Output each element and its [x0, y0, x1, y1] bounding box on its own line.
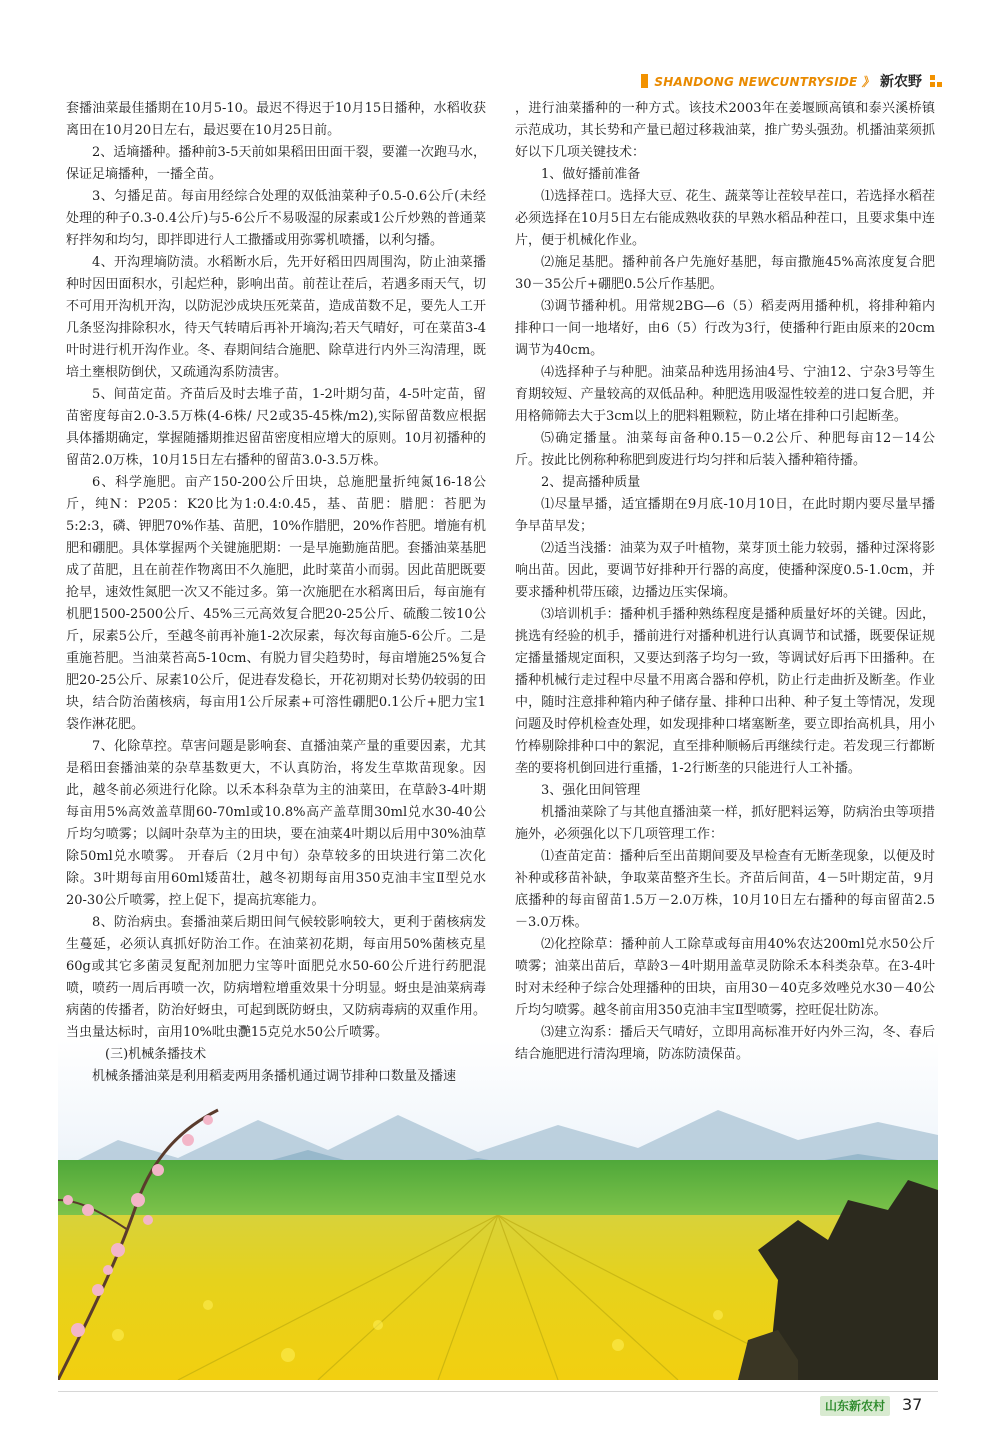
header-title: 新农野: [880, 74, 922, 90]
paragraph: ⑸确定播量。油菜每亩备种0.15－0.2公斤、种肥每亩12－14公斤。按此比例称种称肥到废进行均匀拌和后装入播种箱待播。: [515, 431, 935, 468]
paragraph: 5、间苗定苗。齐苗后及时去堆子苗，1-2叶期匀苗，4-5叶定苗，留苗密度每亩2.0-3.5万株(4-6株/ 尺2或35-45株/m2),实际留苗数应根据具体播期确定，掌握随播期推迟留苗密度相应增大的原则。10月初播种的留苗2.0万株，10月15日左右播种的留苗3.0-3.5万株。: [66, 387, 486, 468]
peach-blossom-branch: [58, 1100, 238, 1380]
paragraph: 3、匀播足苗。每亩用经综合处理的双低油菜种子0.5-0.6公斤(未经处理的种子0.3-0.4公斤)与5-6公斤不易吸湿的尿素或1公斤炒熟的普通菜籽拌匆和均匀，即拌即进行人工撒播或用弥雾机喷播，以利匀播。: [66, 189, 486, 248]
paragraph: 6、科学施肥。亩产150-200公斤田块，总施肥量折纯氮16-18公斤，纯N：P205：K20比为1:0.4:0.45，基、苗肥：腊肥：苔肥为5:2:3，磷、钾肥70%作基、苗肥，10%作腊肥，20%作苔肥。增施有机肥和硼肥。具体掌握两个关键施肥期：一是早施勤施苗肥。套播油菜基肥成了苗肥，且在前茬作物离田不久施肥，此时菜苗小而弱。因此苗肥既要抢早，速效性氮肥一次又不能过多。第一次施肥在水稻离田后，每亩施有机肥1500-2500公斤、45%三元高效复合肥20-25公斤、硫酸二铵10公斤，尿素5公斤，至越冬前再补施1-2次尿素，每次每亩施5-6公斤。二是重施苔肥。当油菜苔高5-10cm、有脱力冒尖趋势时，每亩增施25%复合肥20-25公斤、尿素10公斤，促进春发稳长，开花初期对长势仍较弱的田块，结合防治菌核病，每亩用1公斤尿素+可溶性硼肥0.1公斤+肥力宝1袋作淋花肥。: [66, 475, 486, 732]
paragraph: 套播油菜最佳播期在10月5-10。最迟不得迟于10月15日播种，水稻收获离田在10月20日左右，最迟要在10月25日前。: [66, 101, 486, 138]
paragraph: 2、适墒播种。播种前3-5天前如果稻田田面干裂，要灌一次跑马水，保证足墒播种，一播全苗。: [66, 145, 486, 182]
paragraph: ⑴尽量早播，适宜播期在9月底-10月10日，在此时期内要尽量早播争早苗早发；: [515, 497, 935, 534]
page-number: 37: [902, 1395, 923, 1414]
paragraph: ⑶建立沟系：播后天气晴好，立即用高标准开好内外三沟，冬、春后结合施肥进行清沟理墒，防冻防渍保苗。: [515, 1025, 935, 1062]
magazine-logo: 山东新农村: [820, 1396, 890, 1416]
right-text-column: [515, 98, 935, 1066]
paragraph: ⑵化控除草：播种前人工除草或每亩用40%农达200ml兑水50公斤喷雾；油菜出苗后，草龄3－4叶期用盖草灵防除禾本科类杂草。在3-4叶时对未经种子综合处理播种的田块，亩用30－40克多效唑兑水30－40公斤均匀喷雾。越冬前亩用350克油丰宝Ⅱ型喷雾，控旺促壮防冻。: [515, 937, 935, 1018]
paragraph: ⑴选择茬口。选择大豆、花生、蔬菜等让茬较早茬口，若选择水稻茬必须选择在10月5日左右能成熟收获的早熟水稻品种茬口，且要求集中连片，便于机械化作业。: [515, 189, 935, 248]
paragraph: ⑵施足基肥。播种前各户先施好基肥，每亩撒施45%高浓度复合肥30－35公斤+硼肥0.5公斤作基肥。: [515, 255, 935, 292]
paragraph: 7、化除草控。草害问题是影响套、直播油菜产量的重要因素，尤其是稻田套播油菜的杂草基数更大，不认真防治，将发生草欺苗现象。因此，越冬前必须进行化除。以禾本科杂草为主的油菜田，在草龄3-4叶期每亩用5%高效盖草閒60-70ml或10.8%高产盖草閒30ml兑水30-40公斤均匀喷雾；以阔叶杂草为主的田块，要在油菜4叶期以后用中30%油草除50ml兑水喷雾。 开春后（2月中旬）杂草较多的田块进行第二次化除。3叶期每亩用60ml矮苗壮，越冬初期每亩用350克油丰宝Ⅱ型兑水20-30公斤喷雾，控上促下，提高抗寒能力。: [66, 739, 486, 908]
dark-tree-silhouette: [738, 1160, 938, 1380]
header-squares-icon: [930, 75, 942, 87]
paragraph: ⑴查苗定苗：播种后至出苗期间要及早检查有无断垄现象，以便及时补种或移苗补缺，争取菜苗整齐生长。齐苗后间苗，4－5叶期定苗，9月底播种的每亩留苗1.5万－2.0万株，10月10日左右播种的每亩留苗2.5－3.0万株。: [515, 849, 935, 930]
magazine-header: [641, 72, 942, 90]
header-brand: SHANDONG NEWCUNTRYSIDE 》: [654, 74, 874, 89]
section-heading: (三)机械条播技术: [105, 1047, 207, 1062]
paragraph: ⑶培训机手：播种机手播种熟练程度是播种质量好坏的关键。因此，挑选有经验的机手，播前进行对播种机进行认真调节和试播，既要保证规定播量播规定面积，又要达到落子均匀一致，等调试好后再下田播种。在播种机械行走过程中尽量不用离合器和停机，防止行走曲折及断垄。作业中，随时注意排种箱内种子储存量、排种口出种、种子复土等情况，发现问题及时停机检查处理，如发现排种口堵塞断垄，要立即抬高机具，用小竹棒剔除排种口中的絮泥，直至排种顺畅后再继续行走。若发现三行都断垄的要将机倒回进行重播，1-2行断垄的只能进行人工补播。: [515, 607, 935, 776]
left-text-column: [66, 98, 486, 1088]
header-accent-bar: [641, 74, 648, 88]
paragraph: 机播油菜除了与其他直播油菜一样，抓好肥料运筹，防病治虫等项措施外，必须强化以下几项管理工作：: [515, 805, 935, 842]
paragraph: ⑷选择种子与种肥。油菜品种选用扬油4号、宁油12、宁杂3号等生育期较短、产量较高的双低品种。种肥选用吸湿性较差的进口复合肥，并用格筛筛去大于3cm以上的肥料粗颗粒，防止堵在排种口引起断垄。: [515, 365, 935, 424]
paragraph: ⑶调节播种机。用常规2BG—6（5）稻麦两用播种机，将排种箱内排种口一间一地堵好，由6（5）行改为3行，使播种行距由原来的20cm调节为40cm。: [515, 299, 935, 358]
paragraph: ，进行油菜播种的一种方式。该技术2003年在姜堰顾高镇和泰兴溪桥镇示范成功，其长势和产量已超过移栽油菜，推广势头强劲。机播油菜须抓好以下几项关键技术：: [515, 101, 935, 160]
subheading: 3、强化田间管理: [541, 783, 641, 798]
paragraph: 机械条播油菜是利用稻麦两用条播机通过调节排种口数量及播速: [92, 1069, 457, 1084]
subheading: 2、提高播种质量: [541, 475, 641, 490]
paragraph: ⑵适当浅播：油菜为双子叶植物，菜芽顶土能力较弱，播种过深将影响出苗。因此，要调节好排种开行器的高度，使播种深度0.5-1.0cm，并要求播种机带压磙，边播边压实保墒。: [515, 541, 935, 600]
paragraph: 4、开沟理墒防渍。水稻断水后，先开好稻田四周围沟，防止油菜播种时因田面积水，引起烂种，影响出苗。前茬让茬后，若遇多雨天气，切不可用开沟机开沟，以防泥沙成块压死菜苗，造成苗数不足，要先人工开几条竖沟排除积水，待天气转晴后再补开墒沟;若天气晴好，可在菜苗3-4叶时进行机开沟作业。冬、春期间结合施肥、除草进行内外三沟清理，既培土壅根防倒伏，又疏通沟系防渍害。: [66, 255, 486, 380]
rapeseed-field-illustration: [58, 1040, 938, 1380]
subheading: 1、做好播前准备: [541, 167, 641, 182]
footer-divider: [58, 1391, 938, 1392]
paragraph: 8、防治病虫。套播油菜后期田间气候较影响较大，更利于菌核病发生蔓延，必须认真抓好防治工作。在油菜初花期，每亩用50%菌核克星60g或其它多菌灵复配剂加肥力宝等叶面肥兑水50-60公斤进行药肥混喷，喷药一周后再喷一次，防病增粒增重效果十分明显。蚜虫是油菜病毒病菌的传播者，防治好蚜虫，可起到既防蚜虫，又防病毒病的双重作用。当虫量达标时，亩用10%吡虫灧15克兑水50公斤喷雾。: [66, 915, 486, 1040]
